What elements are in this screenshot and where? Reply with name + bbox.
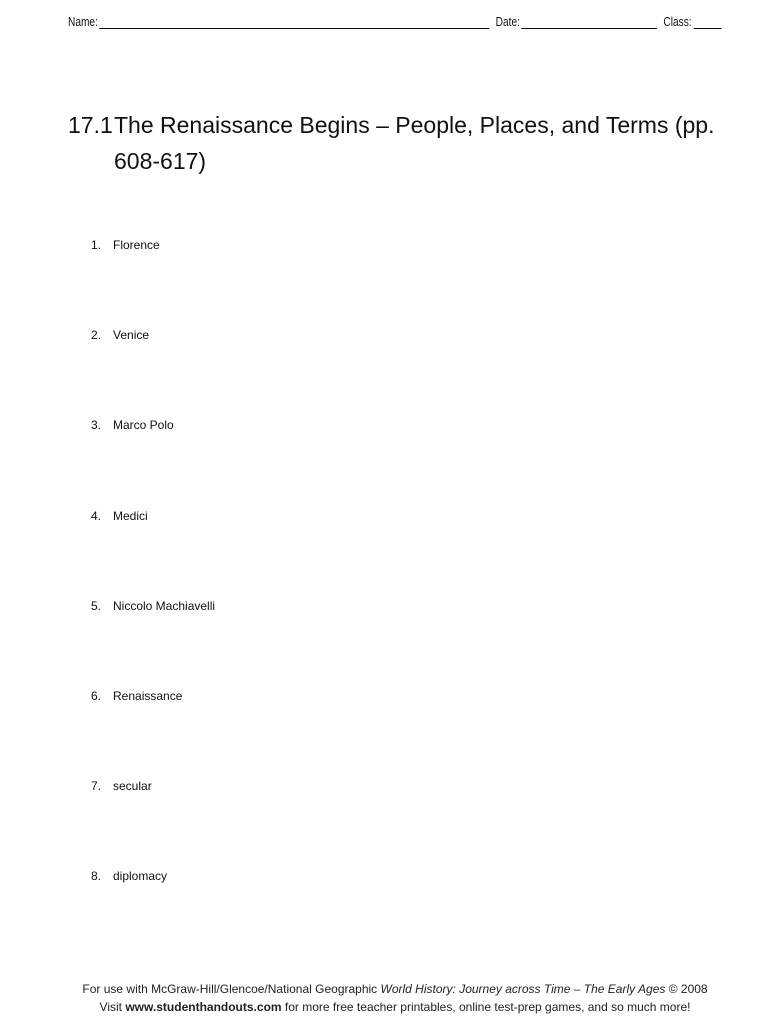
list-item (0, 869, 770, 959)
terms-list (0, 238, 770, 960)
item-number: 7. (91, 779, 102, 794)
item-number: 6. (91, 688, 102, 703)
list-item (0, 509, 770, 599)
item-term: Venice (113, 328, 150, 343)
list-item (0, 689, 770, 779)
name-label: Name: (68, 14, 98, 29)
name-blank-line (99, 14, 489, 29)
item-term: secular (113, 779, 152, 794)
item-number: 5. (91, 598, 102, 613)
list-item (0, 599, 770, 689)
footer-website-link[interactable]: www.studenthandouts.com (125, 1000, 282, 1014)
item-term: Niccolo Machiavelli (113, 598, 216, 613)
item-term: Florence (113, 238, 160, 252)
list-item (0, 328, 770, 418)
worksheet-header (68, 9, 724, 29)
page-title (68, 107, 718, 179)
section-number: 17.1 (68, 112, 113, 138)
item-number: 3. (91, 418, 102, 433)
item-term: diplomacy (113, 869, 168, 884)
class-label: Class: (663, 14, 692, 29)
footer-visit-line (0, 998, 770, 1016)
item-number: 1. (91, 238, 102, 252)
class-blank-line (693, 14, 721, 29)
footer-citation-line (0, 980, 770, 998)
item-term: Marco Polo (113, 418, 174, 433)
list-item (0, 238, 770, 328)
footer-copyright: © 2008 (665, 982, 708, 996)
page-footer (0, 980, 770, 1016)
date-blank-line (521, 14, 657, 29)
footer-citation-prefix: For use with McGraw-Hill/Glencoe/National Geographic (82, 982, 381, 996)
footer-visit-suffix: for more free teacher printables, online test-prep games, and so much more! (281, 1000, 691, 1014)
item-number: 2. (91, 328, 102, 343)
list-item (0, 779, 770, 869)
footer-visit-prefix: Visit (99, 1000, 126, 1014)
date-label: Date: (495, 14, 520, 29)
item-term: Renaissance (113, 688, 183, 703)
item-term: Medici (113, 508, 148, 523)
list-item (0, 418, 770, 508)
item-number: 4. (91, 508, 102, 523)
section-title: The Renaissance Begins – People, Places, and Terms (pp. 608-617) (114, 112, 715, 174)
item-number: 8. (91, 869, 102, 884)
footer-book-title: World History: Journey across Time – The Early Ages (380, 982, 666, 996)
